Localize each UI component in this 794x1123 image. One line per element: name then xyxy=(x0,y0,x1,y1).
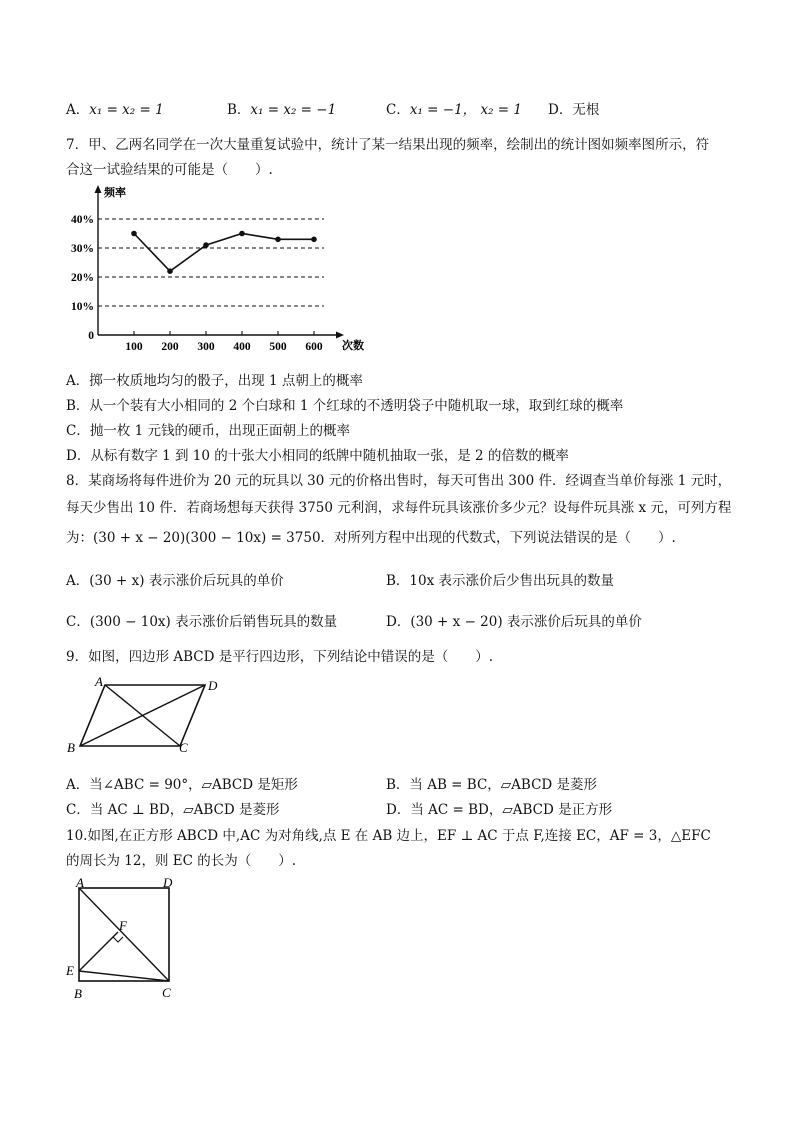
square-figure xyxy=(62,876,192,1004)
x-tick-label-100: 100 xyxy=(125,341,143,353)
y-tick-label-30: 30% xyxy=(71,243,94,255)
label-a: A xyxy=(95,674,103,689)
q8-option-c[interactable]: C．(300 − 10x) 表示涨价后销售玩具的数量 xyxy=(66,614,338,630)
x-axis-label: 次数 xyxy=(342,340,364,352)
x-tick-label-300: 300 xyxy=(197,341,215,353)
q9-option-d[interactable]: D．当 AC = BD，▱ABCD 是正方形 xyxy=(386,802,613,818)
q9-option-b[interactable]: B．当 AB = BC，▱ABCD 是菱形 xyxy=(386,777,598,793)
label-b: B xyxy=(74,986,82,1001)
label-f: F xyxy=(119,918,127,933)
data-point-400 xyxy=(239,231,245,237)
label-d: D xyxy=(163,875,173,890)
label-c: C xyxy=(162,985,171,1000)
q7-option-b[interactable]: B．从一个装有大小相同的 2 个白球和 1 个红球的不透明袋子中随机取一球，取到红球的概率 xyxy=(66,398,624,414)
q8-option-b[interactable]: B．10x 表示涨价后少售出玩具的数量 xyxy=(386,573,615,589)
q10-stem-line2: 的周长为 12，则 EC 的长为（ ）. xyxy=(66,853,297,869)
q8-option-d[interactable]: D．(30 + x − 20) 表示涨价后玩具的单价 xyxy=(386,614,642,630)
y-tick-label-10: 10% xyxy=(71,301,94,313)
y-tick-label-0: 0 xyxy=(88,330,94,342)
data-point-100 xyxy=(131,231,137,237)
q7-stem-line1: 7．甲、乙两名同学在一次大量重复试验中，统计了某一结果出现的频率，绘制出的统计图如频率图所示，符 xyxy=(66,137,710,153)
q9-option-c[interactable]: C．当 AC ⊥ BD，▱ABCD 是菱形 xyxy=(66,802,280,818)
q8-stem-line2: 每天少售出 10 件．若商场想每天获得 3750 元利润，求每件玩具该涨价多少元？设每件玩具涨 x 元，可列方程 xyxy=(66,500,732,516)
right-angle-mark xyxy=(113,937,123,942)
y-axis-arrow xyxy=(95,185,102,193)
label-a: A xyxy=(76,875,84,890)
x-tick-label-500: 500 xyxy=(269,341,287,353)
q7-option-a[interactable]: A．掷一枚质地均匀的骰子，出现 1 点朝上的概率 xyxy=(66,373,363,389)
q7-option-c[interactable]: C．抛一枚 1 元钱的硬币，出现正面朝上的概率 xyxy=(66,423,351,439)
x-tick-label-600: 600 xyxy=(305,341,323,353)
segment-ef xyxy=(79,932,118,971)
segment-ec xyxy=(79,971,169,981)
data-point-600 xyxy=(311,237,317,243)
label-c: C xyxy=(179,740,188,755)
data-point-300 xyxy=(203,242,209,248)
diagonal-bd xyxy=(80,685,205,746)
y-tick-label-40: 40% xyxy=(71,214,94,226)
parallelogram-figure xyxy=(62,672,232,756)
q6-option-c[interactable]: C．x₁ = −1， x₂ = 1 xyxy=(386,102,522,118)
q7-stem-line2: 合这一试验结果的可能是（ ）. xyxy=(66,162,273,178)
q6-option-a[interactable]: A．x₁ = x₂ = 1 xyxy=(66,102,164,118)
data-point-200 xyxy=(167,268,173,274)
y-tick-label-20: 20% xyxy=(71,272,94,284)
series-line xyxy=(134,234,314,272)
q7-option-d[interactable]: D．从标有数字 1 到 10 的十张大小相同的纸牌中随机抽取一张，是 2 的倍数的概率 xyxy=(66,448,569,464)
q9-stem: 9．如图，四边形 ABCD 是平行四边形，下列结论中错误的是（ ）. xyxy=(66,649,494,665)
label-d: D xyxy=(208,678,218,693)
label-e: E xyxy=(66,963,74,978)
q6-option-b[interactable]: B．x₁ = x₂ = −1 xyxy=(227,102,337,118)
q10-stem-line1: 10.如图,在正方形 ABCD 中,AC 为对角线,点 E 在 AB 边上，EF ⊥ AC 于点 F,连接 EC，AF = 3，△EFC xyxy=(66,828,711,844)
y-axis-label: 频率 xyxy=(104,187,126,199)
q9-option-a[interactable]: A．当∠ABC = 90°，▱ABCD 是矩形 xyxy=(66,777,298,793)
x-tick-label-400: 400 xyxy=(233,341,251,353)
label-b: B xyxy=(67,740,75,755)
data-point-500 xyxy=(275,237,281,243)
x-tick-label-200: 200 xyxy=(161,341,179,353)
q6-option-d[interactable]: D．无根 xyxy=(548,102,600,118)
q8-option-a[interactable]: A．(30 + x) 表示涨价后玩具的单价 xyxy=(66,573,284,589)
q8-stem-line3: 为：(30 + x − 20)(300 − 10x) = 3750．对所列方程中出现的代数式，下列说法错误的是（ ）. xyxy=(66,530,676,546)
q8-stem-line1: 8．某商场将每件进价为 20 元的玩具以 30 元的价格出售时，每天可售出 300 件．经调查当单价每涨 1 元时， xyxy=(66,473,732,489)
x-axis-arrow xyxy=(336,332,344,339)
frequency-chart xyxy=(60,183,364,358)
diagonal-ac xyxy=(79,888,169,981)
